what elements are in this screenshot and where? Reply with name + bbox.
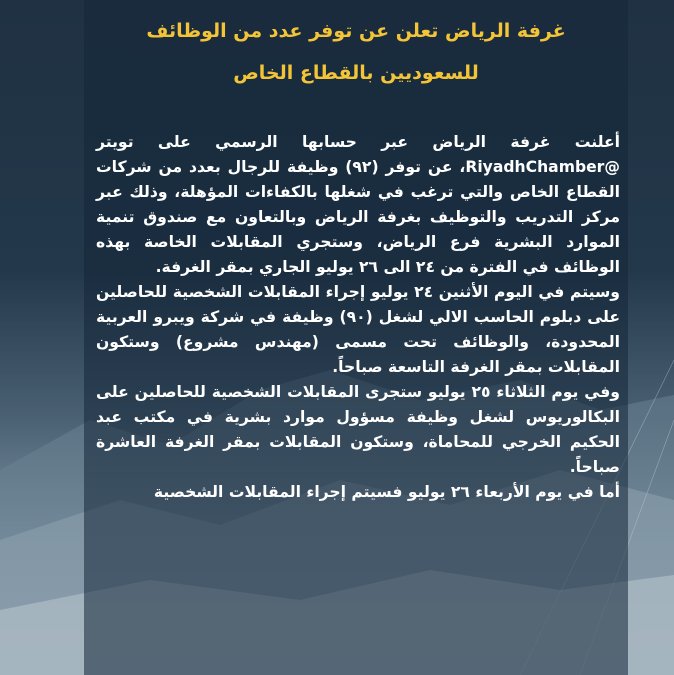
paragraph-monday: وسيتم في اليوم الأثنين ٢٤ يوليو إجراء المقابلات الشخصية للحاصلين على دبلوم الحاسب الالي لشغل (٩٠) وظيفة في شركة ويبرو العربية المحدودة، والوظائف تحت مسمى (مهندس مشروع) وستكون المقابلات بمقر الغرفة التاسعة صباحاً. — [96, 283, 620, 376]
paragraph-wednesday: أما في يوم الأربعاء ٢٦ يوليو فسيتم إجراء المقابلات الشخصية — [153, 483, 620, 501]
headline-line-1: غرفة الرياض تعلن عن توفر عدد من الوظائف — [146, 20, 566, 42]
paragraph-announcement: أعلنت غرفة الرياض عبر حسابها الرسمي على تويتر @RiyadhChamber، عن توفر (٩٢) وظيفة للرجال بعدد من شركات القطاع الخاص والتي ترغب في شغلها بالكفاءات المؤهلة، وذلك عبر مركز التدريب والتوظيف بغرفة الرياض وبالتعاون مع صندوق تنمية الموارد البشرية فرع الرياض، وستجري المقابلات الخاصة بهذه الوظائف في الفترة من ٢٤ الى ٢٦ يوليو الجاري بمقر الغرفة. — [96, 133, 620, 276]
headline-line-2: للسعوديين بالقطاع الخاص — [233, 62, 479, 84]
article-body — [96, 130, 620, 505]
paragraph-tuesday: وفي يوم الثلاثاء ٢٥ يوليو ستجرى المقابلات الشخصية للحاصلين على البكالوريوس لشغل وظيفة مسؤول موارد بشرية في مكتب عبد الحكيم الخرجي للمحاماة، وستكون المقابلات بمقر الغرفة العاشرة صباحاً. — [96, 383, 620, 476]
